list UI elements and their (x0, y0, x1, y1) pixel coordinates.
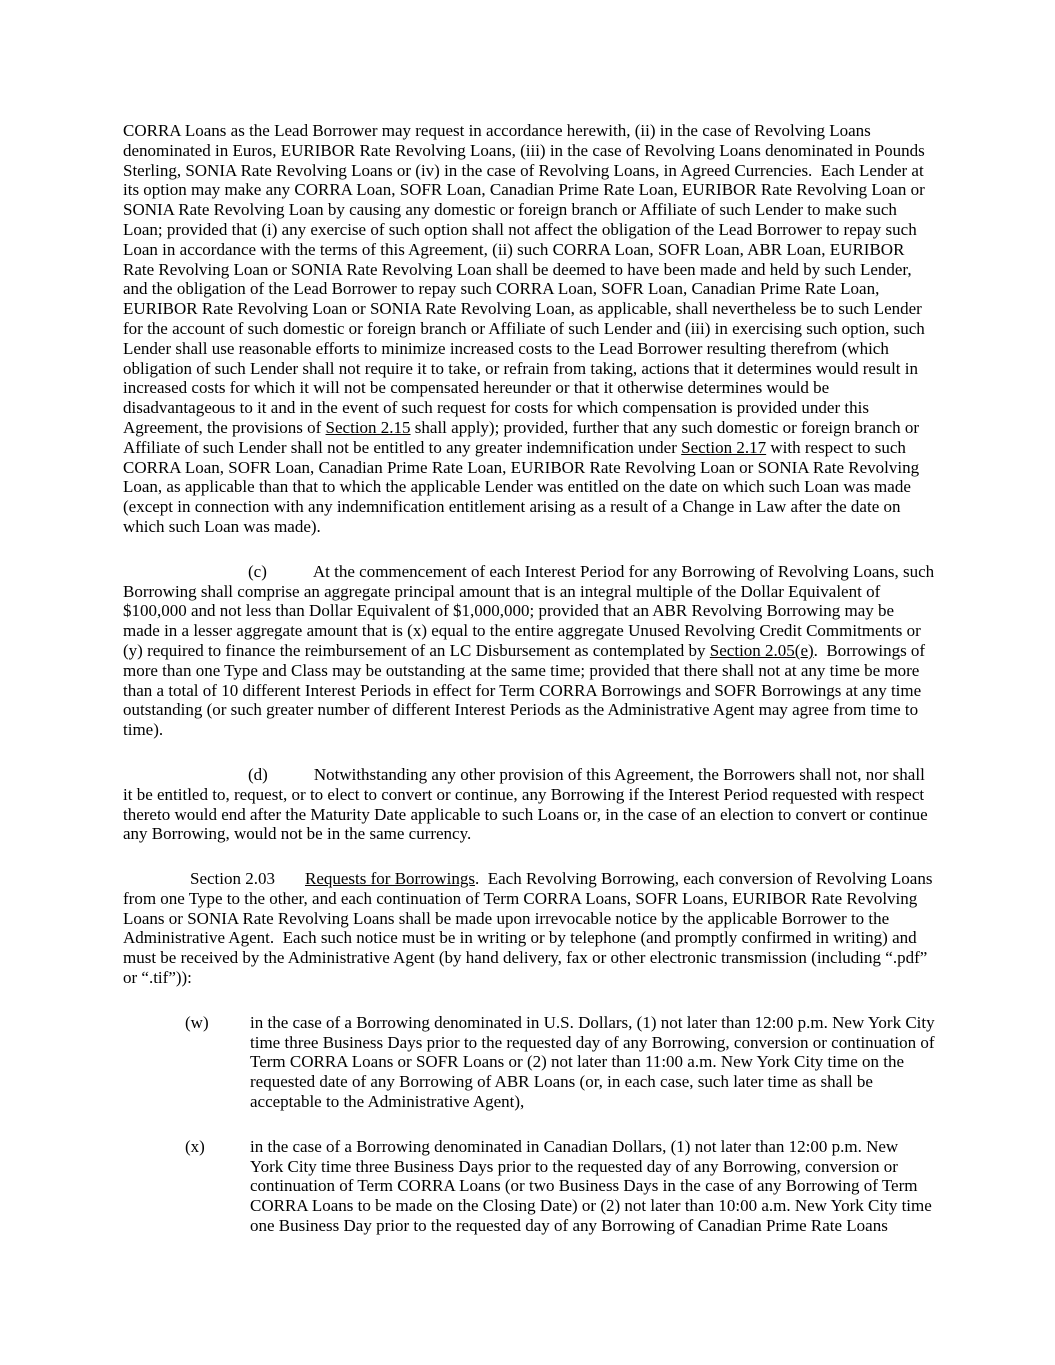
text-segment: CORRA Loans as the Lead Borrower may request in accordance herewith, (ii) in the case of Revolving Loans denominated in Euros, EURIBOR Rate Revolving Loans, (iii) in the case of Revolving Loans denominated in Pounds Sterling, SONIA Rate Revolving Loans or (iv) in the case of Revolving Loans, in Agreed Currencies. Each Lender at its option may make any CORRA Loan, SOFR Loan, Canadian Prime Rate Loan, EURIBOR Rate Revolving Loan or SONIA Rate Revolving Loan by causing any domestic or foreign branch or Affiliate of such Lender to make such Loan; provided that (i) any exercise of such option shall not affect the obligation of the Lead Borrower to repay such Loan in accordance with the terms of this Agreement, (ii) such CORRA Loan, SOFR Loan, ABR Loan, EURIBOR Rate Revolving Loan or SONIA Rate Revolving Loan shall be deemed to have been made and held by such Lender, and the obligation of the Lead Borrower to repay such CORRA Loan, SOFR Loan, Canadian Prime Rate Loan, EURIBOR Rate Revolving Loan or SONIA Rate Revolving Loan, as applicable, shall nevertheless be to such Lender for the account of such domestic or foreign branch or Affiliate of such Lender and (iii) in exercising such option, such Lender shall use reasonable efforts to minimize increased costs to the Lead Borrower resulting therefrom (which obligation of such Lender shall not require it to take, or refrain from taking, actions that it determines would result in increased costs for which it will not be compensated hereunder or that it otherwise determines would be disadvantageous to it and in the event of such request for costs for which compensation is provided under this Agreement, the provisions of (123, 121, 929, 437)
section-heading: Requests for Borrowings (305, 869, 475, 889)
paragraph-clause-d (123, 765, 935, 844)
text-segment: . Borrowings of more than one Type and Class may be outstanding at the same time; provided that there shall not at any time be more than a total of 10 different Interest Periods in effect for Term CORRA Borrowings and SOFR Borrowings at any time outstanding (or such greater number of different Interest Periods as the Administrative Agent may agree from time to time). (123, 640, 930, 740)
clause-label-c: (c) (248, 561, 267, 581)
text-segment: At the commencement of each Interest Period for any Borrowing of Revolving Loans, such Borrowing shall comprise an aggregate principal amount that is an integral multiple of the Dollar Equivalent of $100,000 and not less than Dollar Equivalent of $1,000,000; provided that an ABR Revolving Borrowing may be made in a lesser aggregate amount that is (x) equal to the entire aggregate Unused Revolving Credit Commitments or (y) required to finance the reimbursement of an LC Disbursement as contemplated by (123, 561, 939, 660)
text-segment: in the case of a Borrowing denominated in U.S. Dollars, (1) not later than 12:00 p.m. New York City time three Business Days prior to the requested day of any Borrowing, conversion or continuation of Term CORRA Loans or SOFR Loans or (2) not later than 11:00 a.m. New York City time on the requested date of any Borrowing of ABR Loans (or, in each case, such later time as shall be acceptable to the Administrative Agent), (250, 1012, 939, 1112)
paragraph-section-2-03 (123, 869, 935, 988)
list-item-x (123, 1137, 935, 1236)
paragraph-clause-c (123, 561, 939, 740)
section-2-17-ref: Section 2.17 (681, 437, 767, 457)
text-segment: . Each Revolving Borrowing, each conversion of Revolving Loans from one Type to the other, and each continuation of Term CORRA Loans, SOFR Loans, EURIBOR Rate Revolving Loans or SONIA Rate Revolving Loans shall be made upon irrevocable notice by the applicable Borrower to the Administrative Agent. Each such notice must be in writing or by telephone (and promptly confirmed in writing) and must be received by the Administrative Agent (by hand delivery, fax or other electronic transmission (including “.pdf” or “.tif”)): (123, 869, 937, 988)
section-number-label: Section 2.03 (190, 869, 275, 889)
text-segment: with respect to such CORRA Loan, SOFR Loan, Canadian Prime Rate Loan, EURIBOR Rate Revolving Loan or SONIA Rate Revolving Loan, as applicable than that to which the applicable Lender was entitled on the date on which such Loan was made (except in connection with any indemnification entitlement arising as a result of a Change in Law after the date on which such Loan was made). (123, 437, 924, 536)
section-2-05e-ref: Section 2.05(e) (709, 640, 814, 660)
list-item-w (123, 1012, 939, 1112)
text-segment: in the case of a Borrowing denominated in Canadian Dollars, (1) not later than 12:00 p.m. New York City time three Business Days prior to the requested day of any Borrowing, conversion or continuation of Term CORRA Loans (or two Business Days in the case of any Borrowing of Term CORRA Loans to be made on the Closing Date) or (2) not later than 10:00 a.m. New York City time one Business Day prior to the requested day of any Borrowing of Canadian Prime Rate Loans (250, 1136, 937, 1236)
paragraph-lender-option-continuation (123, 121, 935, 537)
text-segment: Notwithstanding any other provision of this Agreement, the Borrowers shall not, nor shall it be entitled to, request, or to elect to convert or continue, any Borrowing if the Interest Period requested with respect thereto would end after the Maturity Date applicable to such Loans or, in the case of an election to convert or continue any Borrowing, would not be in the same currency. (123, 764, 932, 844)
clause-label-w: (w) (185, 1012, 209, 1032)
section-2-15-ref: Section 2.15 (325, 417, 411, 437)
clause-label-x: (x) (185, 1136, 205, 1156)
text-segment: shall apply); provided, further that any such domestic or foreign branch or Affiliate of such Lender shall not be entitled to any greater indemnification under (123, 417, 923, 457)
clause-label-d: (d) (248, 764, 268, 784)
